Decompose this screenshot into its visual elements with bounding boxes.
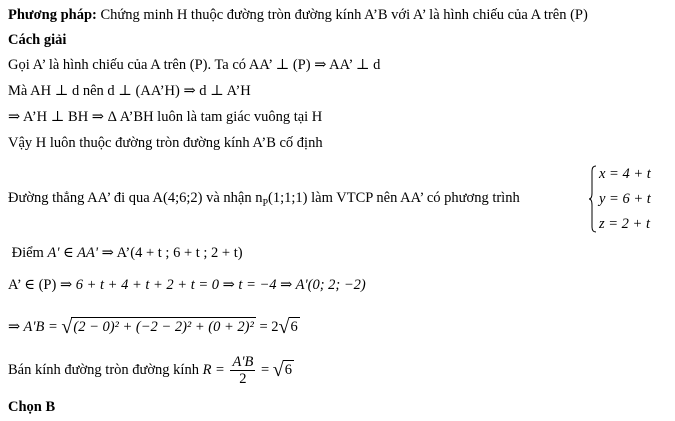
system-eq-x: x = 4 + t [599,166,651,182]
line8-part-a: Điểm [11,245,48,261]
line11-part-a: Bán kính đường tròn đường kính [8,361,203,378]
text-line-8 [8,244,243,262]
sqrt-sign-icon-2: √ [278,316,290,338]
radius-symbol: R = [202,361,229,378]
line10-radicand: (2 − 0)² + (−2 − 2)² + (0 + 2)² [73,319,254,335]
solution-heading [8,31,66,49]
sqrt-sign-icon-3: √ [272,358,284,381]
fraction-numerator: A'B [232,354,254,370]
text-line-10 [8,316,300,336]
radius-fraction [230,354,255,387]
text-line-11 [8,354,294,387]
solution-label: Cách giải [8,32,67,48]
sqrt-sign-icon: √ [61,316,73,338]
line9-part-a: A’ ∈ (P) ⇒ [8,277,76,293]
text-line-5: ⇒ A’H ⊥ BH ⇒ Δ A’BH luôn là tam giác vuông tại H [8,109,323,125]
line10-part-b: = 2 [255,319,279,335]
line11-radicand: 6 [284,361,292,378]
line9-math: 6 + t + 4 + t + 2 + t = 0 ⇒ t = −4 ⇒ A'(0; 2; −2) [75,277,366,293]
method-text: Chứng minh H thuộc đường tròn đường kính A’B với A’ là hình chiếu của A trên (P) [96,7,588,23]
fraction-denominator: 2 [239,371,247,387]
text-line-9 [8,276,366,294]
parametric-system [589,165,669,233]
system-eq-y: y = 6 + t [599,191,651,207]
answer-label: Chọn B [8,399,56,415]
left-brace-icon [589,165,597,233]
answer-line [8,398,55,416]
method-label: Phương pháp: [8,7,97,23]
line7-part-b: (1;1;1) làm VTCP nên AA’ có phương trình [268,190,520,206]
method-line [8,6,588,24]
text-line-6: Vậy H luôn thuộc đường tròn đường kính A’B cố định [8,135,323,151]
line7-part-a: Đường thẳng AA’ đi qua A(4;6;2) và nhận n [8,190,263,206]
text-line-4: Mà AH ⊥ d nên d ⊥ (AA’H) ⇒ d ⊥ A’H [8,83,251,99]
line8-math: A' ∈ AA' [47,245,98,261]
text-line-3: Gọi A’ là hình chiếu của A trên (P). Ta có AA’ ⊥ (P) ⇒ AA’ ⊥ d [8,57,381,73]
line10-part-a: ⇒ A'B = [8,319,62,335]
normal-subscript: P [262,197,269,209]
line11-equals: = [257,361,273,378]
line8-part-b: ⇒ A’(4 + t ; 6 + t ; 2 + t) [97,245,243,261]
text-line-7 [8,189,520,213]
line10-radicand-2: 6 [290,319,298,335]
system-eq-z: z = 2 + t [599,216,650,232]
